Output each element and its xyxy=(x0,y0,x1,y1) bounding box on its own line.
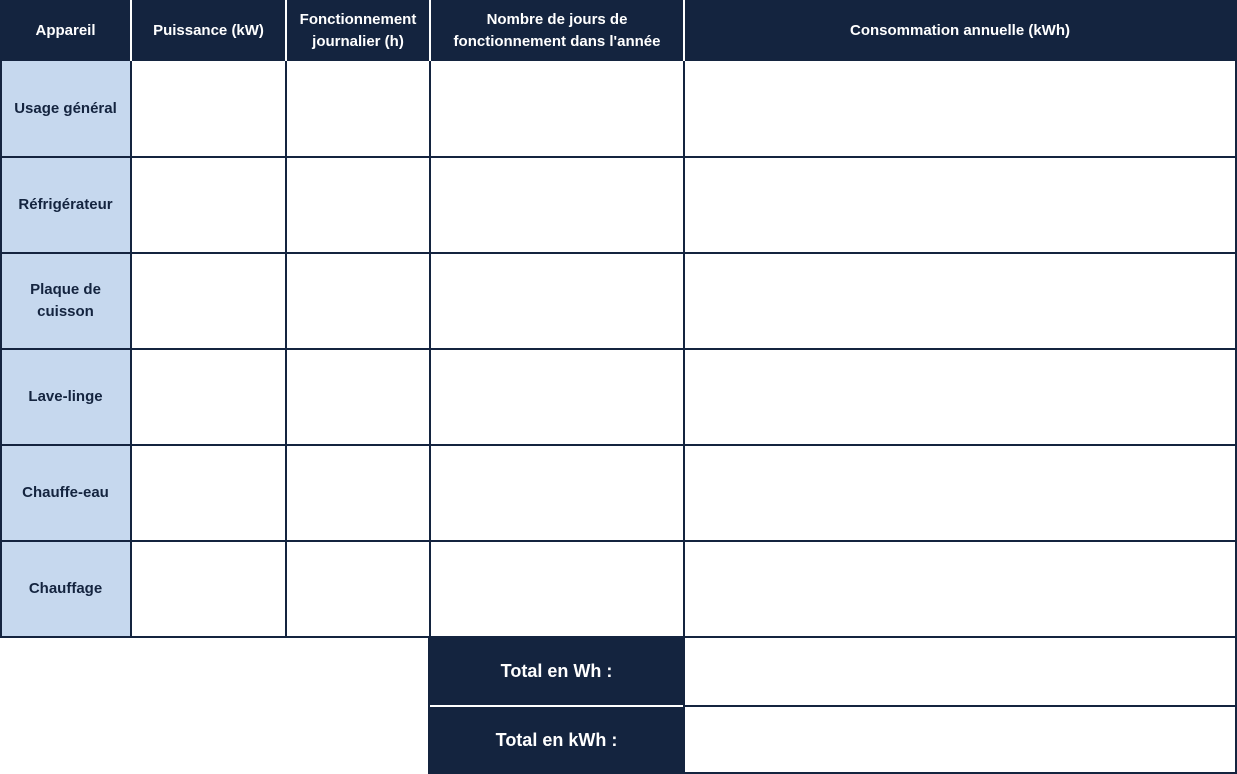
cell-fonctionnement[interactable] xyxy=(286,349,430,445)
row-label-usage-general: Usage général xyxy=(0,61,131,157)
header-separator xyxy=(683,0,685,61)
cell-consommation[interactable] xyxy=(684,61,1236,157)
cell-jours[interactable] xyxy=(430,349,684,445)
border-totals-label-divider xyxy=(430,705,683,707)
cell-fonctionnement[interactable] xyxy=(286,445,430,541)
border-row xyxy=(0,636,1237,638)
total-wh-label: Total en Wh : xyxy=(429,637,684,706)
row-label-plaque-de-cuisson: Plaque de cuisson xyxy=(0,253,131,349)
border-row xyxy=(0,156,1237,158)
cell-jours[interactable] xyxy=(430,541,684,637)
border-col-4 xyxy=(683,0,685,774)
row-label-chauffage: Chauffage xyxy=(0,541,131,637)
cell-puissance[interactable] xyxy=(131,61,286,157)
cell-jours[interactable] xyxy=(430,61,684,157)
border-row xyxy=(0,540,1237,542)
cell-fonctionnement[interactable] xyxy=(286,541,430,637)
border-row xyxy=(0,444,1237,446)
header-appareil: Appareil xyxy=(0,0,131,61)
cell-puissance[interactable] xyxy=(131,445,286,541)
cell-jours[interactable] xyxy=(430,445,684,541)
cell-consommation[interactable] xyxy=(684,157,1236,253)
header-consommation-annuelle: Consommation annuelle (kWh) xyxy=(684,0,1236,61)
total-kwh-label: Total en kWh : xyxy=(429,706,684,774)
cell-puissance[interactable] xyxy=(131,157,286,253)
border-left xyxy=(0,0,2,638)
header-separator xyxy=(285,0,287,61)
cell-consommation[interactable] xyxy=(684,349,1236,445)
border-col-2 xyxy=(285,0,287,638)
header-separator xyxy=(429,0,431,61)
cell-puissance[interactable] xyxy=(131,349,286,445)
cell-consommation[interactable] xyxy=(684,253,1236,349)
border-col-3 xyxy=(429,0,431,638)
header-separator xyxy=(130,0,132,61)
cell-consommation[interactable] xyxy=(684,541,1236,637)
cell-fonctionnement[interactable] xyxy=(286,61,430,157)
cell-puissance[interactable] xyxy=(131,253,286,349)
border-row xyxy=(0,348,1237,350)
cell-fonctionnement[interactable] xyxy=(286,253,430,349)
cell-puissance[interactable] xyxy=(131,541,286,637)
header-puissance: Puissance (kW) xyxy=(131,0,286,61)
cell-jours[interactable] xyxy=(430,157,684,253)
row-label-chauffe-eau: Chauffe-eau xyxy=(0,445,131,541)
total-wh-value[interactable] xyxy=(684,637,1236,706)
total-kwh-value[interactable] xyxy=(684,706,1236,774)
cell-jours[interactable] xyxy=(430,253,684,349)
border-totals-mid xyxy=(684,705,1237,707)
header-nombre-de-jours: Nombre de jours de fonctionnement dans l'année xyxy=(430,0,684,61)
border-row xyxy=(0,252,1237,254)
border-col-1 xyxy=(130,0,132,638)
row-label-lave-linge: Lave-linge xyxy=(0,349,131,445)
header-fonctionnement-journalier: Fonctionnement journalier (h) xyxy=(286,0,430,61)
cell-fonctionnement[interactable] xyxy=(286,157,430,253)
cell-consommation[interactable] xyxy=(684,445,1236,541)
row-label-refrigerateur: Réfrigérateur xyxy=(0,157,131,253)
